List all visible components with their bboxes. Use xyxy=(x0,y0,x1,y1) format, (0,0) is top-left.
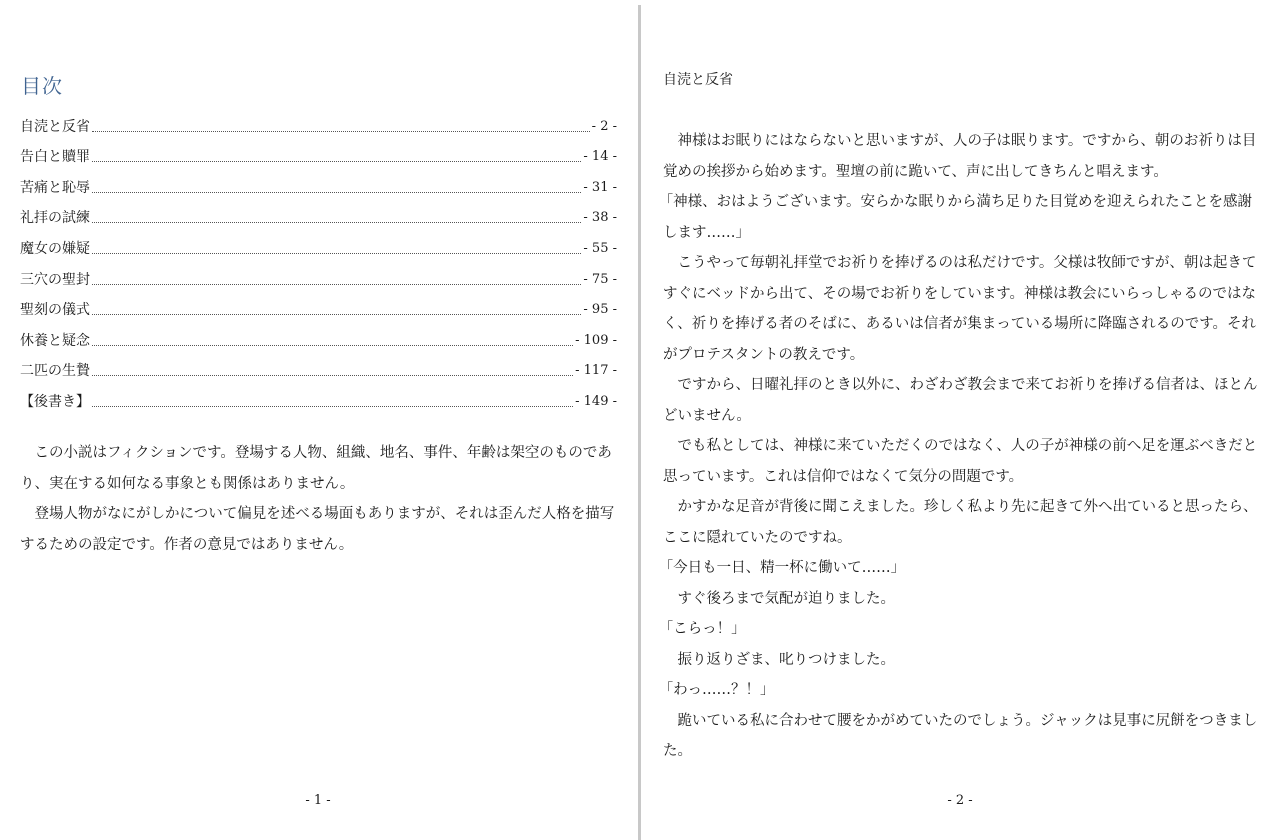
toc-entry-label: 告白と贖罪 xyxy=(20,149,90,166)
toc-title: 目次 xyxy=(21,74,63,98)
toc-dot-leader xyxy=(92,283,581,285)
toc-entry[interactable] xyxy=(20,167,617,198)
toc-entry-label: 苦痛と恥辱 xyxy=(20,179,90,196)
dialogue-line: 「こらっ！」 xyxy=(658,621,746,637)
paragraph: ですから、日曜礼拝のとき以外に、わざわざ教会まで来てお祈りを捧げる信者は、ほとんどいません。 xyxy=(663,377,1258,424)
toc-dot-leader xyxy=(92,374,573,376)
paragraph: こうやって毎朝礼拝堂でお祈りを捧げるのは私だけです。父様は牧師ですが、朝は起きてすぐにベッドから出て、その場でお祈りをしています。神様は教会にいらっしゃるのではなく、祈りを捧げる者のそばに、あるいは信者が集まっている場所に降臨されるのです。それがプロテスタントの教えです。 xyxy=(663,255,1257,363)
toc-entry-label: 休養と疑念 xyxy=(20,332,90,349)
toc-entry-label: 自涜と反省 xyxy=(20,118,90,135)
toc-entry-page: - 31 - xyxy=(583,179,617,195)
toc-entry-page: - 109 - xyxy=(575,332,617,348)
paragraph: でも私としては、神様に来ていただくのではなく、人の子が神様の前へ足を運ぶべきだと思っています。これは信仰ではなくて気分の問題です。 xyxy=(663,438,1258,485)
page-number: - 2 - xyxy=(947,793,973,808)
toc-entry-page: - 149 - xyxy=(575,393,617,409)
toc-entry-page: - 55 - xyxy=(583,240,617,256)
toc-entry[interactable] xyxy=(20,381,617,412)
fiction-disclaimer xyxy=(20,438,620,560)
chapter-body xyxy=(658,126,1263,767)
toc-entry-page: - 117 - xyxy=(575,363,617,379)
disclaimer-paragraph: この小説はフィクションです。登場する人物、組織、地名、事件、年齢は架空のものであり、実在する如何なる事象とも関係はありません。 xyxy=(20,445,612,492)
toc-entry[interactable] xyxy=(20,228,617,259)
toc-dot-leader xyxy=(92,160,581,162)
toc-entry-page: - 14 - xyxy=(583,149,617,165)
toc-entry-label: 礼拝の試練 xyxy=(20,210,90,227)
paragraph: かすかな足音が背後に聞こえました。珍しく私より先に起きて外へ出ていると思ったら、ここに隠れていたのですね。 xyxy=(663,499,1258,546)
page-1 xyxy=(0,0,638,840)
toc-dot-leader xyxy=(92,313,581,315)
toc-entry-page: - 95 - xyxy=(583,302,617,318)
page-2 xyxy=(641,0,1280,840)
toc-dot-leader xyxy=(92,405,573,407)
table-of-contents xyxy=(20,106,617,412)
paragraph: 神様はお眠りにはならないと思いますが、人の子は眠ります。ですから、朝のお祈りは目覚めの挨拶から始めます。聖壇の前に跪いて、声に出してきちんと唱えます。 xyxy=(663,133,1257,180)
toc-entry[interactable] xyxy=(20,351,617,382)
toc-entry-label: 【後書き】 xyxy=(20,393,90,410)
toc-entry-label: 聖刻の儀式 xyxy=(20,302,90,319)
toc-entry[interactable] xyxy=(20,320,617,351)
paragraph: すぐ後ろまで気配が迫りました。 xyxy=(677,590,895,607)
toc-entry-page: - 75 - xyxy=(583,271,617,287)
dialogue-line: 「今日も一日、精一杯に働いて……」 xyxy=(658,560,906,576)
toc-entry-page: - 38 - xyxy=(583,210,617,226)
chapter-title: 自涜と反省 xyxy=(663,72,733,88)
toc-dot-leader xyxy=(92,221,581,223)
dialogue-line: 「神様、おはようございます。安らかな眠りから満ち足りた目覚めを迎えられたことを感謝します……」 xyxy=(658,194,1252,241)
toc-entry-label: 二匹の生贄 xyxy=(20,363,90,380)
page-number: - 1 - xyxy=(305,793,331,808)
toc-dot-leader xyxy=(92,252,581,254)
toc-dot-leader xyxy=(92,130,590,132)
dialogue-line: 「わっ……？！」 xyxy=(658,682,775,698)
toc-entry[interactable] xyxy=(20,137,617,168)
toc-entry[interactable] xyxy=(20,106,617,137)
toc-entry[interactable] xyxy=(20,259,617,290)
toc-dot-leader xyxy=(92,191,581,193)
paragraph: 跪いている私に合わせて腰をかがめていたのでしょう。ジャックは見事に尻餅をつきました。 xyxy=(663,712,1258,759)
paragraph: 振り返りざま、叱りつけました。 xyxy=(677,651,895,668)
toc-entry[interactable] xyxy=(20,290,617,321)
toc-entry-label: 三穴の聖封 xyxy=(20,271,90,288)
toc-entry[interactable] xyxy=(20,198,617,229)
toc-dot-leader xyxy=(92,344,573,346)
disclaimer-paragraph: 登場人物がなにがしかについて偏見を述べる場面もありますが、それは歪んだ人格を描写するための設定です。作者の意見ではありません。 xyxy=(20,506,615,553)
toc-entry-page: - 2 - xyxy=(591,118,617,134)
toc-entry-label: 魔女の嫌疑 xyxy=(20,240,90,257)
